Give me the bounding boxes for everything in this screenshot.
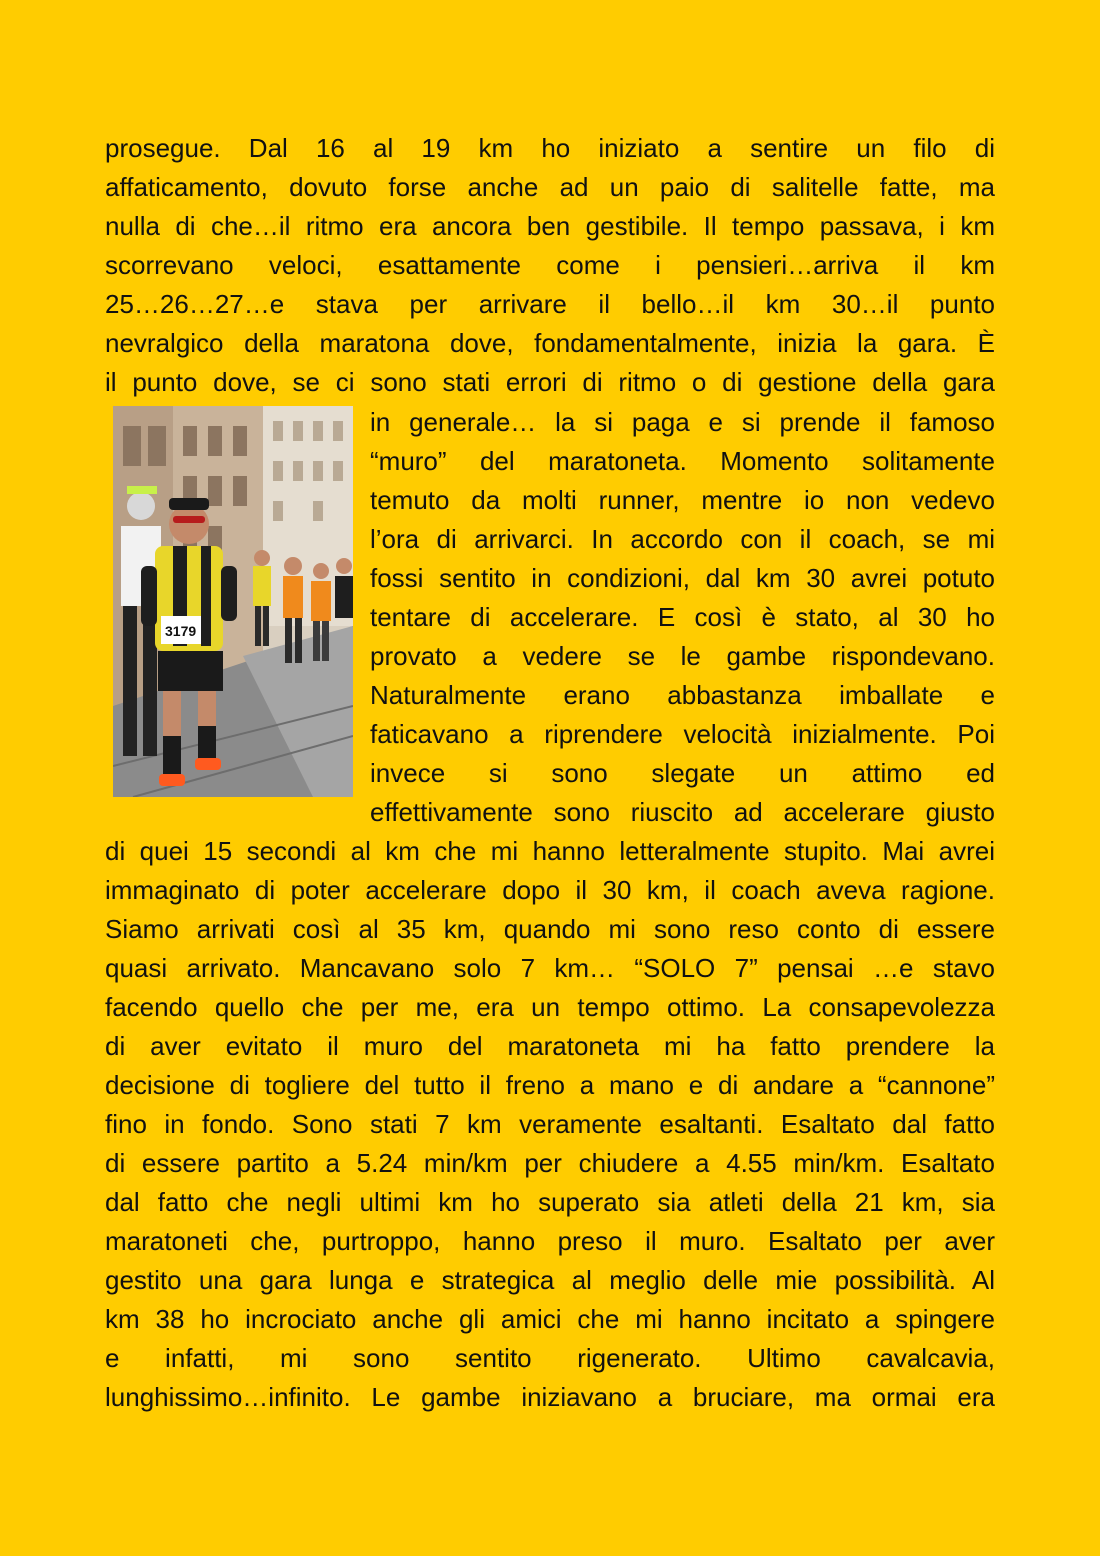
text-line: l’ora di arrivarci. In accordo con il coach, se mi	[370, 524, 995, 554]
text-line: Naturalmente erano abbastanza imballate e	[370, 680, 995, 710]
paragraph-bottom	[105, 832, 995, 1417]
text-line: dal fatto che negli ultimi km ho superato sia atleti della 21 km, sia	[105, 1187, 995, 1217]
marathon-runners-photo	[113, 406, 353, 797]
text-line: di quei 15 secondi al km che mi hanno letteralmente stupito. Mai avrei	[105, 836, 995, 866]
text-line: tentare di accelerare. E così è stato, al 30 ho	[370, 602, 995, 632]
text-line: in generale… la si paga e si prende il famoso	[370, 407, 995, 437]
text-line: invece si sono slegate un attimo ed	[370, 758, 995, 788]
text-line: immaginato di poter accelerare dopo il 30 km, il coach aveva ragione.	[105, 875, 995, 905]
text-line: nulla di che…il ritmo era ancora ben gestibile. Il tempo passava, i km	[105, 211, 995, 241]
text-line: provato a vedere se le gambe rispondevano.	[370, 641, 995, 671]
text-line: decisione di togliere del tutto il freno a mano e di andare a “cannone”	[105, 1070, 995, 1100]
text-line: quasi arrivato. Mancavano solo 7 km… “SOLO 7” pensai …e stavo	[105, 953, 995, 983]
text-line: Siamo arrivati così al 35 km, quando mi sono reso conto di essere	[105, 914, 995, 944]
paragraph-wrapped	[370, 403, 995, 832]
text-line: 25…26…27…e stava per arrivare il bello…il km 30…il punto	[105, 289, 995, 319]
text-line: prosegue. Dal 16 al 19 km ho iniziato a sentire un filo di	[105, 133, 995, 163]
text-line: scorrevano veloci, esattamente come i pensieri…arriva il km	[105, 250, 995, 280]
text-line: faticavano a riprendere velocità inizialmente. Poi	[370, 719, 995, 749]
text-line: lunghissimo…infinito. Le gambe iniziavano a bruciare, ma ormai era	[105, 1382, 995, 1412]
text-line: facendo quello che per me, era un tempo ottimo. La consapevolezza	[105, 992, 995, 1022]
text-line: effettivamente sono riuscito ad accelerare giusto	[370, 797, 995, 827]
text-line: di aver evitato il muro del maratoneta mi ha fatto prendere la	[105, 1031, 995, 1061]
text-line: km 38 ho incrociato anche gli amici che mi hanno incitato a spingere	[105, 1304, 995, 1334]
text-line: fossi sentito in condizioni, dal km 30 avrei potuto	[370, 563, 995, 593]
text-line: temuto da molti runner, mentre io non vedevo	[370, 485, 995, 515]
bib-number: 3179	[165, 623, 197, 639]
text-line: di essere partito a 5.24 min/km per chiudere a 4.55 min/km. Esaltato	[105, 1148, 995, 1178]
text-line: il punto dove, se ci sono stati errori di ritmo o di gestione della gara	[105, 367, 995, 397]
text-line: gestito una gara lunga e strategica al meglio delle mie possibilità. Al	[105, 1265, 995, 1295]
text-line: “muro” del maratoneta. Momento solitamente	[370, 446, 995, 476]
paragraph-top	[105, 129, 995, 402]
text-line: maratoneti che, purtroppo, hanno preso il muro. Esaltato per aver	[105, 1226, 995, 1256]
text-line: fino in fondo. Sono stati 7 km veramente esaltanti. Esaltato dal fatto	[105, 1109, 995, 1139]
text-line: nevralgico della maratona dove, fondamentalmente, inizia la gara. È	[105, 328, 995, 358]
text-line: e infatti, mi sono sentito rigenerato. Ultimo cavalcavia,	[105, 1343, 995, 1373]
text-line: affaticamento, dovuto forse anche ad un paio di salitelle fatte, ma	[105, 172, 995, 202]
